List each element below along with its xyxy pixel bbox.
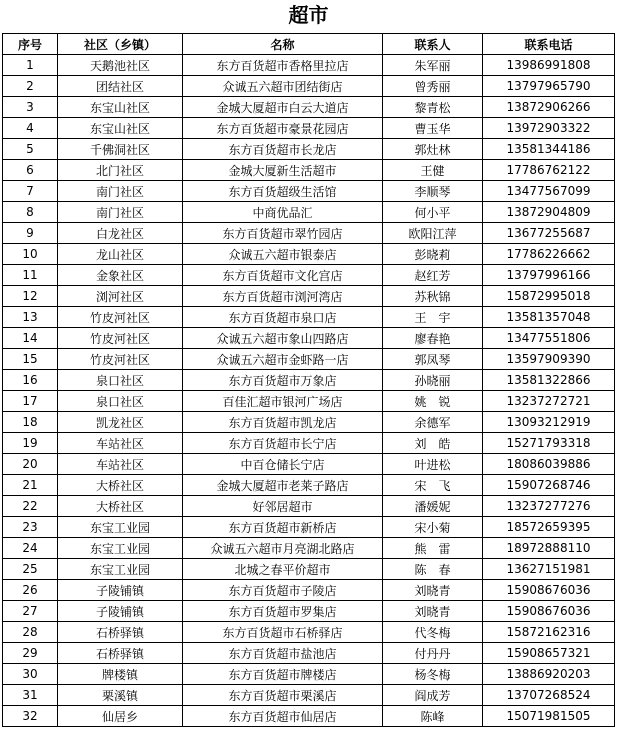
table-row [3,118,615,139]
cell-name: 东方百货超市新桥店 [183,517,383,538]
cell-index: 14 [3,328,58,349]
cell-contact: 姚 锐 [383,391,483,412]
cell-community: 泉口社区 [58,391,183,412]
cell-phone: 15872162316 [483,622,615,643]
cell-community: 子陵铺镇 [58,601,183,622]
cell-phone: 13986991808 [483,55,615,76]
cell-index: 16 [3,370,58,391]
cell-community: 大桥社区 [58,475,183,496]
cell-contact: 曾秀丽 [383,76,483,97]
cell-index: 6 [3,160,58,181]
cell-index: 12 [3,286,58,307]
cell-contact: 陈峰 [383,706,483,727]
cell-name: 东方百货超市长宁店 [183,433,383,454]
cell-index: 10 [3,244,58,265]
cell-phone: 15908657321 [483,643,615,664]
cell-contact: 郭灶林 [383,139,483,160]
cell-name: 东方百货超市万象店 [183,370,383,391]
cell-community: 车站社区 [58,433,183,454]
cell-contact: 刘晓青 [383,601,483,622]
cell-name: 东方百货超市牌楼店 [183,664,383,685]
cell-community: 仙居乡 [58,706,183,727]
cell-index: 24 [3,538,58,559]
cell-name: 东方百货超市长龙店 [183,139,383,160]
cell-name: 众诚五六超市团结街店 [183,76,383,97]
cell-index: 3 [3,97,58,118]
cell-community: 东宝工业园 [58,517,183,538]
cell-contact: 刘 皓 [383,433,483,454]
cell-community: 东宝山社区 [58,118,183,139]
cell-name: 东方百货超市仙居店 [183,706,383,727]
table-row [3,160,615,181]
table-row [3,412,615,433]
cell-phone: 15071981505 [483,706,615,727]
cell-name: 众诚五六超市月亮湖北路店 [183,538,383,559]
cell-index: 31 [3,685,58,706]
cell-index: 1 [3,55,58,76]
table-row [3,223,615,244]
cell-community: 竹皮河社区 [58,349,183,370]
cell-community: 竹皮河社区 [58,307,183,328]
cell-contact: 代冬梅 [383,622,483,643]
cell-index: 4 [3,118,58,139]
cell-name: 东方百货超市文化宫店 [183,265,383,286]
table-row [3,601,615,622]
cell-phone: 13872906266 [483,97,615,118]
cell-contact: 孙晓丽 [383,370,483,391]
cell-community: 天鹅池社区 [58,55,183,76]
header-index: 序号 [3,34,58,55]
table-row [3,244,615,265]
table-row [3,685,615,706]
cell-name: 东方百货超市石桥驿店 [183,622,383,643]
cell-phone: 13581322866 [483,370,615,391]
cell-name: 东方百货超市香格里拉店 [183,55,383,76]
cell-index: 17 [3,391,58,412]
cell-phone: 15872995018 [483,286,615,307]
table-row [3,286,615,307]
cell-index: 22 [3,496,58,517]
cell-index: 30 [3,664,58,685]
cell-name: 中百仓储长宁店 [183,454,383,475]
cell-contact: 苏秋锦 [383,286,483,307]
cell-name: 东方百货超级生活馆 [183,181,383,202]
cell-name: 好邻居超市 [183,496,383,517]
table-row [3,391,615,412]
table-row [3,97,615,118]
cell-phone: 13477567099 [483,181,615,202]
cell-community: 东宝工业园 [58,559,183,580]
cell-index: 2 [3,76,58,97]
table-row [3,370,615,391]
cell-phone: 13597909390 [483,349,615,370]
cell-community: 子陵铺镇 [58,580,183,601]
header-phone: 联系电话 [483,34,615,55]
cell-contact: 欧阳江萍 [383,223,483,244]
cell-phone: 13797965790 [483,76,615,97]
cell-community: 石桥驿镇 [58,622,183,643]
cell-community: 大桥社区 [58,496,183,517]
table-row [3,433,615,454]
cell-index: 27 [3,601,58,622]
table-row [3,265,615,286]
cell-index: 32 [3,706,58,727]
cell-contact: 廖春艳 [383,328,483,349]
cell-phone: 13872904809 [483,202,615,223]
table-row [3,622,615,643]
cell-phone: 13627151981 [483,559,615,580]
cell-index: 8 [3,202,58,223]
cell-phone: 18086039886 [483,454,615,475]
cell-index: 18 [3,412,58,433]
cell-name: 东方百货超市罗集店 [183,601,383,622]
cell-community: 南门社区 [58,202,183,223]
cell-index: 20 [3,454,58,475]
cell-contact: 阎成芳 [383,685,483,706]
cell-community: 东宝工业园 [58,538,183,559]
table-row [3,475,615,496]
table-row [3,307,615,328]
cell-contact: 宋 飞 [383,475,483,496]
cell-name: 众诚五六超市金虾路一店 [183,349,383,370]
cell-contact: 杨冬梅 [383,664,483,685]
cell-contact: 彭晓莉 [383,244,483,265]
cell-phone: 13093212919 [483,412,615,433]
cell-community: 竹皮河社区 [58,328,183,349]
cell-phone: 13581357048 [483,307,615,328]
cell-contact: 熊 雷 [383,538,483,559]
cell-contact: 李顺琴 [383,181,483,202]
table-row [3,706,615,727]
cell-community: 白龙社区 [58,223,183,244]
cell-contact: 刘晓青 [383,580,483,601]
cell-name: 东方百货超市浏河湾店 [183,286,383,307]
cell-phone: 17786762122 [483,160,615,181]
table-row [3,181,615,202]
cell-contact: 宋小菊 [383,517,483,538]
cell-name: 金城大厦新生活超市 [183,160,383,181]
cell-name: 东方百货超市翠竹园店 [183,223,383,244]
cell-name: 东方百货超市凯龙店 [183,412,383,433]
cell-index: 28 [3,622,58,643]
table-row [3,76,615,97]
cell-community: 千佛洞社区 [58,139,183,160]
cell-index: 13 [3,307,58,328]
cell-community: 南门社区 [58,181,183,202]
cell-community: 北门社区 [58,160,183,181]
cell-contact: 潘媛妮 [383,496,483,517]
cell-contact: 王健 [383,160,483,181]
cell-index: 21 [3,475,58,496]
cell-community: 龙山社区 [58,244,183,265]
cell-contact: 曹玉华 [383,118,483,139]
cell-community: 石桥驿镇 [58,643,183,664]
table-row [3,496,615,517]
cell-community: 东宝山社区 [58,97,183,118]
cell-name: 众诚五六超市象山四路店 [183,328,383,349]
table-row [3,202,615,223]
cell-contact: 郭凤琴 [383,349,483,370]
table-row [3,517,615,538]
table-row [3,55,615,76]
cell-phone: 15907268746 [483,475,615,496]
cell-name: 东方百货超市子陵店 [183,580,383,601]
cell-phone: 13972903322 [483,118,615,139]
table-row [3,580,615,601]
cell-community: 凯龙社区 [58,412,183,433]
cell-phone: 15908676036 [483,601,615,622]
cell-contact: 余德军 [383,412,483,433]
cell-community: 团结社区 [58,76,183,97]
cell-name: 东方百货超市栗溪店 [183,685,383,706]
cell-phone: 13237272721 [483,391,615,412]
cell-index: 9 [3,223,58,244]
cell-index: 7 [3,181,58,202]
cell-index: 25 [3,559,58,580]
cell-contact: 叶进松 [383,454,483,475]
cell-index: 29 [3,643,58,664]
cell-index: 23 [3,517,58,538]
cell-community: 金象社区 [58,265,183,286]
table-row [3,664,615,685]
table-row [3,328,615,349]
table-row [3,454,615,475]
cell-contact: 陈 春 [383,559,483,580]
cell-name: 东方百货超市豪景花园店 [183,118,383,139]
cell-community: 泉口社区 [58,370,183,391]
table-row [3,643,615,664]
cell-contact: 王 宇 [383,307,483,328]
cell-name: 众诚五六超市银泰店 [183,244,383,265]
cell-phone: 17786226662 [483,244,615,265]
cell-name: 金城大厦超市老莱子路店 [183,475,383,496]
cell-phone: 13707268524 [483,685,615,706]
cell-community: 车站社区 [58,454,183,475]
cell-phone: 13581344186 [483,139,615,160]
cell-phone: 18572659395 [483,517,615,538]
cell-phone: 13477551806 [483,328,615,349]
supermarket-table [2,33,615,727]
table-row [3,559,615,580]
cell-phone: 18972888110 [483,538,615,559]
header-contact: 联系人 [383,34,483,55]
cell-contact: 何小平 [383,202,483,223]
cell-community: 浏河社区 [58,286,183,307]
cell-name: 东方百货超市盐池店 [183,643,383,664]
table-row [3,538,615,559]
cell-name: 百佳汇超市银河广场店 [183,391,383,412]
cell-phone: 13886920203 [483,664,615,685]
cell-phone: 15908676036 [483,580,615,601]
cell-index: 26 [3,580,58,601]
cell-index: 5 [3,139,58,160]
cell-contact: 付丹丹 [383,643,483,664]
cell-phone: 13797996166 [483,265,615,286]
cell-index: 11 [3,265,58,286]
cell-name: 中商优品汇 [183,202,383,223]
cell-community: 牌楼镇 [58,664,183,685]
cell-phone: 15271793318 [483,433,615,454]
cell-name: 东方百货超市泉口店 [183,307,383,328]
cell-contact: 赵红芳 [383,265,483,286]
table-body [3,55,615,727]
cell-name: 金城大厦超市白云大道店 [183,97,383,118]
cell-name: 北城之春平价超市 [183,559,383,580]
table-row [3,349,615,370]
page-title: 超市 [288,3,329,27]
table-row [3,139,615,160]
header-name: 名称 [183,34,383,55]
cell-index: 15 [3,349,58,370]
cell-index: 19 [3,433,58,454]
cell-phone: 13237277276 [483,496,615,517]
cell-community: 栗溪镇 [58,685,183,706]
header-community: 社区（乡镇） [58,34,183,55]
cell-phone: 13677255687 [483,223,615,244]
cell-contact: 黎青松 [383,97,483,118]
table-header-row [3,34,615,55]
cell-contact: 朱军丽 [383,55,483,76]
